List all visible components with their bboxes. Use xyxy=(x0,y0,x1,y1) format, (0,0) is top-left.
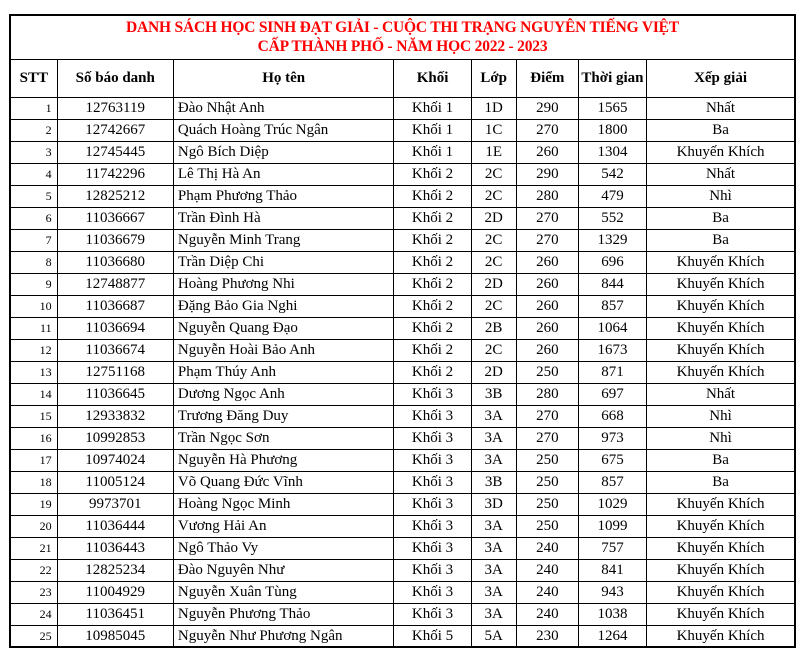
cell-diem: 250 xyxy=(516,493,578,515)
cell-ho-ten: Trương Đăng Duy xyxy=(173,405,394,427)
cell-lop: 1C xyxy=(471,119,516,141)
cell-ho-ten: Nguyễn Hà Phương xyxy=(173,449,394,471)
table-row xyxy=(10,383,795,405)
table-row xyxy=(10,449,795,471)
cell-diem: 280 xyxy=(516,185,578,207)
cell-thoi-gian: 542 xyxy=(578,163,646,185)
cell-stt: 19 xyxy=(10,493,57,515)
cell-lop: 2C xyxy=(471,163,516,185)
cell-lop: 3B xyxy=(471,471,516,493)
cell-lop: 2D xyxy=(471,361,516,383)
cell-xep-giai: Khuyến Khích xyxy=(647,317,795,339)
cell-diem: 260 xyxy=(516,295,578,317)
cell-stt: 12 xyxy=(10,339,57,361)
cell-khoi: Khối 3 xyxy=(394,537,471,559)
table-row xyxy=(10,559,795,581)
cell-lop: 2B xyxy=(471,317,516,339)
cell-lop: 3A xyxy=(471,427,516,449)
cell-xep-giai: Khuyến Khích xyxy=(647,493,795,515)
cell-xep-giai: Ba xyxy=(647,229,795,251)
cell-xep-giai: Nhì xyxy=(647,405,795,427)
cell-xep-giai: Khuyến Khích xyxy=(647,537,795,559)
table-row xyxy=(10,603,795,625)
table-row xyxy=(10,207,795,229)
cell-diem: 230 xyxy=(516,625,578,647)
cell-lop: 3A xyxy=(471,449,516,471)
table-row xyxy=(10,163,795,185)
cell-khoi: Khối 3 xyxy=(394,383,471,405)
cell-so-bao-danh: 12933832 xyxy=(57,405,173,427)
cell-lop: 2C xyxy=(471,229,516,251)
cell-diem: 270 xyxy=(516,119,578,141)
cell-xep-giai: Khuyến Khích xyxy=(647,603,795,625)
cell-khoi: Khối 1 xyxy=(394,119,471,141)
cell-so-bao-danh: 12745445 xyxy=(57,141,173,163)
cell-thoi-gian: 871 xyxy=(578,361,646,383)
cell-xep-giai: Khuyến Khích xyxy=(647,141,795,163)
cell-khoi: Khối 1 xyxy=(394,97,471,119)
cell-thoi-gian: 857 xyxy=(578,471,646,493)
cell-khoi: Khối 2 xyxy=(394,251,471,273)
cell-ho-ten: Phạm Phương Thảo xyxy=(173,185,394,207)
cell-so-bao-danh: 11036694 xyxy=(57,317,173,339)
cell-xep-giai: Nhì xyxy=(647,185,795,207)
cell-khoi: Khối 3 xyxy=(394,471,471,493)
cell-thoi-gian: 973 xyxy=(578,427,646,449)
cell-so-bao-danh: 11036680 xyxy=(57,251,173,273)
cell-ho-ten: Trần Đình Hà xyxy=(173,207,394,229)
cell-xep-giai: Khuyến Khích xyxy=(647,251,795,273)
table-row xyxy=(10,427,795,449)
cell-khoi: Khối 2 xyxy=(394,273,471,295)
cell-diem: 260 xyxy=(516,141,578,163)
cell-ho-ten: Ngô Thảo Vy xyxy=(173,537,394,559)
cell-thoi-gian: 757 xyxy=(578,537,646,559)
column-header: STT xyxy=(10,59,57,97)
cell-thoi-gian: 552 xyxy=(578,207,646,229)
column-header: Khối xyxy=(394,59,471,97)
cell-khoi: Khối 2 xyxy=(394,185,471,207)
cell-lop: 2D xyxy=(471,207,516,229)
table-row xyxy=(10,229,795,251)
table-row xyxy=(10,97,795,119)
cell-khoi: Khối 3 xyxy=(394,405,471,427)
cell-xep-giai: Khuyến Khích xyxy=(647,625,795,647)
column-header: Thời gian xyxy=(578,59,646,97)
cell-ho-ten: Quách Hoàng Trúc Ngân xyxy=(173,119,394,141)
cell-xep-giai: Ba xyxy=(647,449,795,471)
cell-thoi-gian: 675 xyxy=(578,449,646,471)
table-row xyxy=(10,185,795,207)
cell-thoi-gian: 696 xyxy=(578,251,646,273)
column-header: Điểm xyxy=(516,59,578,97)
results-table xyxy=(9,14,796,648)
cell-so-bao-danh: 12825212 xyxy=(57,185,173,207)
cell-stt: 15 xyxy=(10,405,57,427)
table-row xyxy=(10,273,795,295)
cell-thoi-gian: 1673 xyxy=(578,339,646,361)
cell-lop: 1E xyxy=(471,141,516,163)
cell-khoi: Khối 2 xyxy=(394,229,471,251)
cell-xep-giai: Nhất xyxy=(647,97,795,119)
cell-stt: 4 xyxy=(10,163,57,185)
cell-so-bao-danh: 12751168 xyxy=(57,361,173,383)
column-header: Họ tên xyxy=(173,59,394,97)
cell-so-bao-danh: 11036645 xyxy=(57,383,173,405)
cell-diem: 260 xyxy=(516,273,578,295)
cell-ho-ten: Nguyễn Phương Thảo xyxy=(173,603,394,625)
cell-lop: 3B xyxy=(471,383,516,405)
cell-lop: 1D xyxy=(471,97,516,119)
cell-khoi: Khối 3 xyxy=(394,493,471,515)
cell-lop: 3A xyxy=(471,559,516,581)
table-row xyxy=(10,317,795,339)
cell-diem: 240 xyxy=(516,537,578,559)
cell-thoi-gian: 1029 xyxy=(578,493,646,515)
cell-xep-giai: Ba xyxy=(647,207,795,229)
cell-xep-giai: Khuyến Khích xyxy=(647,273,795,295)
cell-khoi: Khối 3 xyxy=(394,515,471,537)
cell-ho-ten: Đào Nguyên Như xyxy=(173,559,394,581)
cell-ho-ten: Võ Quang Đức Vĩnh xyxy=(173,471,394,493)
cell-diem: 250 xyxy=(516,449,578,471)
table-row xyxy=(10,581,795,603)
cell-diem: 270 xyxy=(516,405,578,427)
table-row xyxy=(10,493,795,515)
cell-diem: 290 xyxy=(516,97,578,119)
cell-stt: 3 xyxy=(10,141,57,163)
cell-so-bao-danh: 10985045 xyxy=(57,625,173,647)
cell-diem: 270 xyxy=(516,207,578,229)
cell-thoi-gian: 1038 xyxy=(578,603,646,625)
cell-lop: 2C xyxy=(471,295,516,317)
cell-khoi: Khối 3 xyxy=(394,427,471,449)
cell-stt: 1 xyxy=(10,97,57,119)
cell-xep-giai: Ba xyxy=(647,471,795,493)
cell-xep-giai: Ba xyxy=(647,119,795,141)
cell-diem: 250 xyxy=(516,361,578,383)
cell-lop: 3A xyxy=(471,537,516,559)
cell-diem: 260 xyxy=(516,251,578,273)
table-row xyxy=(10,119,795,141)
cell-lop: 2C xyxy=(471,251,516,273)
column-header: Lớp xyxy=(471,59,516,97)
cell-diem: 260 xyxy=(516,339,578,361)
cell-stt: 8 xyxy=(10,251,57,273)
cell-khoi: Khối 3 xyxy=(394,603,471,625)
cell-thoi-gian: 1099 xyxy=(578,515,646,537)
document-title xyxy=(10,15,795,59)
cell-so-bao-danh: 12742667 xyxy=(57,119,173,141)
cell-lop: 2C xyxy=(471,339,516,361)
cell-xep-giai: Nhất xyxy=(647,163,795,185)
cell-ho-ten: Đặng Bảo Gia Nghi xyxy=(173,295,394,317)
cell-ho-ten: Hoàng Phương Nhi xyxy=(173,273,394,295)
table-row xyxy=(10,339,795,361)
cell-lop: 2C xyxy=(471,185,516,207)
cell-lop: 5A xyxy=(471,625,516,647)
cell-so-bao-danh: 12825234 xyxy=(57,559,173,581)
cell-diem: 270 xyxy=(516,229,578,251)
cell-so-bao-danh: 12763119 xyxy=(57,97,173,119)
cell-khoi: Khối 2 xyxy=(394,361,471,383)
cell-so-bao-danh: 11005124 xyxy=(57,471,173,493)
cell-stt: 5 xyxy=(10,185,57,207)
table-row xyxy=(10,405,795,427)
cell-xep-giai: Nhì xyxy=(647,427,795,449)
cell-ho-ten: Nguyễn Quang Đạo xyxy=(173,317,394,339)
cell-diem: 250 xyxy=(516,471,578,493)
cell-stt: 2 xyxy=(10,119,57,141)
cell-stt: 17 xyxy=(10,449,57,471)
cell-diem: 290 xyxy=(516,163,578,185)
cell-ho-ten: Phạm Thúy Anh xyxy=(173,361,394,383)
cell-stt: 20 xyxy=(10,515,57,537)
cell-thoi-gian: 668 xyxy=(578,405,646,427)
table-row xyxy=(10,361,795,383)
cell-khoi: Khối 3 xyxy=(394,449,471,471)
cell-so-bao-danh: 11036674 xyxy=(57,339,173,361)
cell-diem: 240 xyxy=(516,581,578,603)
cell-so-bao-danh: 11036443 xyxy=(57,537,173,559)
column-header: Xếp giải xyxy=(647,59,795,97)
cell-stt: 13 xyxy=(10,361,57,383)
cell-so-bao-danh: 12748877 xyxy=(57,273,173,295)
cell-xep-giai: Nhất xyxy=(647,383,795,405)
cell-khoi: Khối 3 xyxy=(394,559,471,581)
cell-khoi: Khối 2 xyxy=(394,295,471,317)
cell-ho-ten: Nguyễn Như Phương Ngân xyxy=(173,625,394,647)
cell-diem: 260 xyxy=(516,317,578,339)
cell-ho-ten: Nguyễn Hoài Bảo Anh xyxy=(173,339,394,361)
cell-stt: 9 xyxy=(10,273,57,295)
cell-thoi-gian: 1264 xyxy=(578,625,646,647)
title-line-1: DANH SÁCH HỌC SINH ĐẠT GIẢI - CUỘC THI TRẠNG NGUYÊN TIẾNG VIỆT xyxy=(126,19,679,37)
cell-khoi: Khối 2 xyxy=(394,207,471,229)
cell-xep-giai: Khuyến Khích xyxy=(647,515,795,537)
cell-thoi-gian: 1565 xyxy=(578,97,646,119)
cell-diem: 240 xyxy=(516,603,578,625)
cell-stt: 10 xyxy=(10,295,57,317)
cell-so-bao-danh: 10974024 xyxy=(57,449,173,471)
table-row xyxy=(10,625,795,647)
cell-thoi-gian: 1064 xyxy=(578,317,646,339)
cell-thoi-gian: 1304 xyxy=(578,141,646,163)
cell-stt: 6 xyxy=(10,207,57,229)
cell-ho-ten: Trần Ngọc Sơn xyxy=(173,427,394,449)
cell-so-bao-danh: 11742296 xyxy=(57,163,173,185)
cell-ho-ten: Hoàng Ngọc Minh xyxy=(173,493,394,515)
cell-so-bao-danh: 11004929 xyxy=(57,581,173,603)
cell-so-bao-danh: 11036451 xyxy=(57,603,173,625)
cell-diem: 270 xyxy=(516,427,578,449)
cell-stt: 7 xyxy=(10,229,57,251)
table-row xyxy=(10,141,795,163)
cell-stt: 22 xyxy=(10,559,57,581)
cell-lop: 3A xyxy=(471,515,516,537)
cell-khoi: Khối 1 xyxy=(394,141,471,163)
cell-thoi-gian: 1329 xyxy=(578,229,646,251)
cell-diem: 240 xyxy=(516,559,578,581)
cell-xep-giai: Khuyến Khích xyxy=(647,361,795,383)
cell-lop: 3A xyxy=(471,581,516,603)
cell-lop: 3D xyxy=(471,493,516,515)
cell-thoi-gian: 857 xyxy=(578,295,646,317)
cell-ho-ten: Trần Diệp Chi xyxy=(173,251,394,273)
cell-stt: 25 xyxy=(10,625,57,647)
cell-khoi: Khối 2 xyxy=(394,339,471,361)
cell-ho-ten: Nguyễn Xuân Tùng xyxy=(173,581,394,603)
cell-ho-ten: Nguyễn Minh Trang xyxy=(173,229,394,251)
cell-stt: 21 xyxy=(10,537,57,559)
table-body xyxy=(10,97,795,647)
cell-ho-ten: Dương Ngọc Anh xyxy=(173,383,394,405)
cell-so-bao-danh: 9973701 xyxy=(57,493,173,515)
table-row xyxy=(10,515,795,537)
cell-khoi: Khối 2 xyxy=(394,317,471,339)
cell-khoi: Khối 2 xyxy=(394,163,471,185)
table-row xyxy=(10,251,795,273)
cell-xep-giai: Khuyến Khích xyxy=(647,295,795,317)
cell-so-bao-danh: 11036687 xyxy=(57,295,173,317)
cell-xep-giai: Khuyến Khích xyxy=(647,559,795,581)
title-row xyxy=(10,15,795,59)
cell-thoi-gian: 844 xyxy=(578,273,646,295)
cell-lop: 2D xyxy=(471,273,516,295)
cell-stt: 14 xyxy=(10,383,57,405)
column-header-row xyxy=(10,59,795,97)
cell-diem: 280 xyxy=(516,383,578,405)
cell-stt: 11 xyxy=(10,317,57,339)
title-line-2: CẤP THÀNH PHỐ - NĂM HỌC 2022 - 2023 xyxy=(257,38,548,56)
cell-thoi-gian: 841 xyxy=(578,559,646,581)
cell-thoi-gian: 1800 xyxy=(578,119,646,141)
cell-ho-ten: Vương Hải An xyxy=(173,515,394,537)
cell-ho-ten: Ngô Bích Diệp xyxy=(173,141,394,163)
cell-lop: 3A xyxy=(471,405,516,427)
cell-stt: 18 xyxy=(10,471,57,493)
cell-diem: 250 xyxy=(516,515,578,537)
cell-xep-giai: Khuyến Khích xyxy=(647,581,795,603)
cell-xep-giai: Khuyến Khích xyxy=(647,339,795,361)
cell-stt: 16 xyxy=(10,427,57,449)
cell-thoi-gian: 479 xyxy=(578,185,646,207)
cell-khoi: Khối 3 xyxy=(394,581,471,603)
cell-thoi-gian: 943 xyxy=(578,581,646,603)
cell-stt: 23 xyxy=(10,581,57,603)
cell-stt: 24 xyxy=(10,603,57,625)
cell-so-bao-danh: 11036667 xyxy=(57,207,173,229)
cell-so-bao-danh: 11036444 xyxy=(57,515,173,537)
cell-ho-ten: Lê Thị Hà An xyxy=(173,163,394,185)
cell-so-bao-danh: 11036679 xyxy=(57,229,173,251)
cell-lop: 3A xyxy=(471,603,516,625)
cell-khoi: Khối 5 xyxy=(394,625,471,647)
table-row xyxy=(10,295,795,317)
column-header: Số báo danh xyxy=(57,59,173,97)
table-row xyxy=(10,537,795,559)
cell-thoi-gian: 697 xyxy=(578,383,646,405)
cell-so-bao-danh: 10992853 xyxy=(57,427,173,449)
table-row xyxy=(10,471,795,493)
cell-ho-ten: Đào Nhật Anh xyxy=(173,97,394,119)
